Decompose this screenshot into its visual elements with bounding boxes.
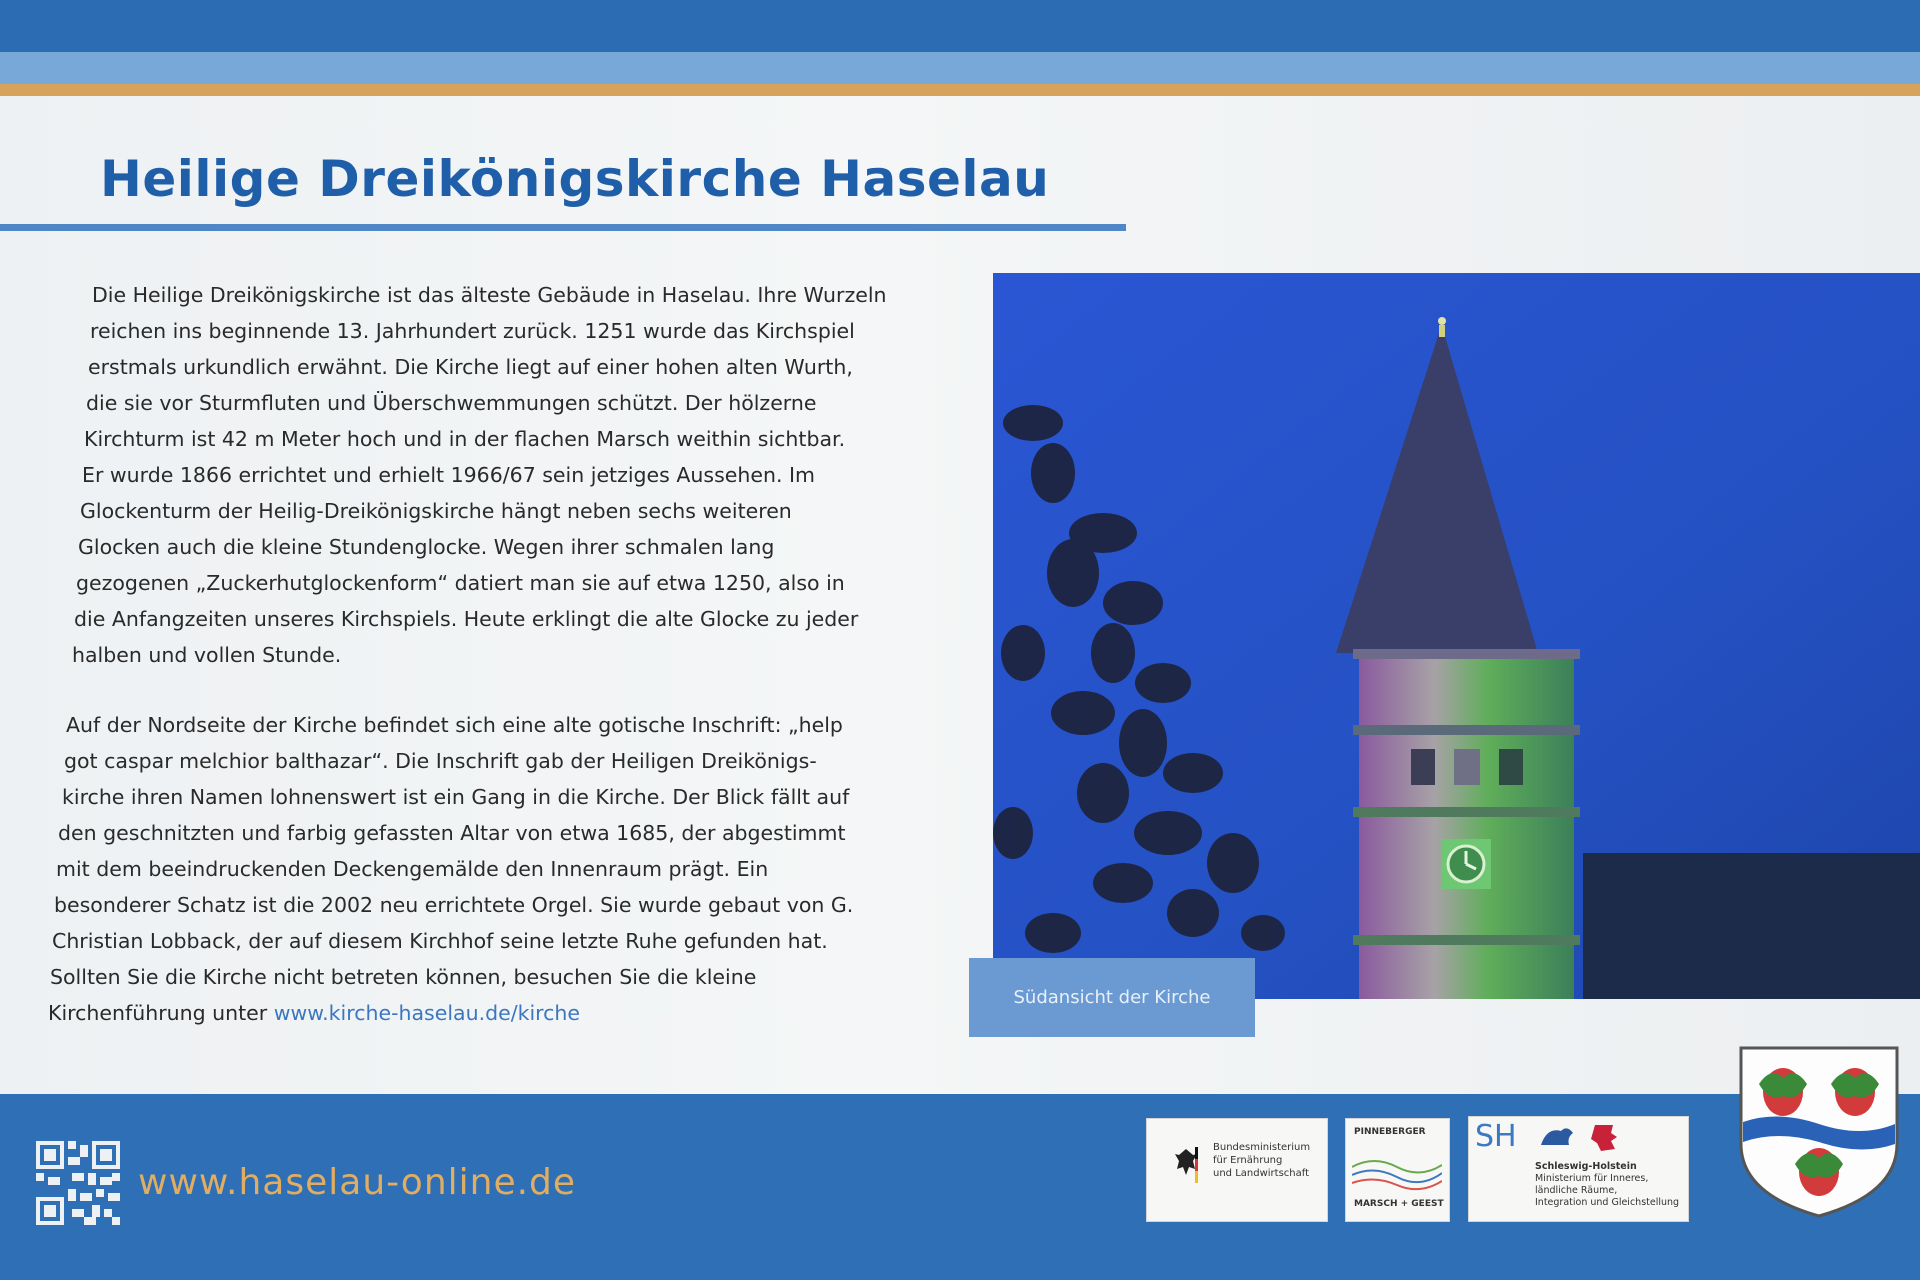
- sh-line: Integration und Gleichstellung: [1535, 1197, 1680, 1208]
- haselau-coat-of-arms: [1737, 1044, 1901, 1220]
- federal-eagle-icon: [1173, 1145, 1199, 1185]
- marsch-geest-wave-icon: [1352, 1147, 1442, 1193]
- church-tower-illustration: [993, 273, 1920, 999]
- text-line: Die Heilige Dreikönigskirche ist das älteste Gebäude in Haselau. Ihre Wurzeln: [92, 283, 887, 307]
- text-line: kirche ihren Namen lohnenswert ist ein Gang in die Kirche. Der Blick fällt auf: [62, 785, 850, 809]
- top-light-stripe: [0, 52, 1920, 84]
- sh-mark: SH: [1475, 1119, 1517, 1154]
- text-line: besonderer Schatz ist die 2002 neu errichtete Orgel. Sie wurde gebaut von G.: [54, 893, 854, 917]
- text-line: Glocken auch die kleine Stundenglocke. Wegen ihrer schmalen lang: [78, 535, 775, 559]
- text-line: die Anfangzeiten unseres Kirchspiels. Heute erklingt die alte Glocke zu jeder: [74, 607, 859, 631]
- church-website-link[interactable]: www.kirche-haselau.de/kirche: [273, 1001, 581, 1025]
- sh-line: Ministerium für Inneres,: [1535, 1173, 1649, 1184]
- text-line: halben und vollen Stunde.: [72, 643, 342, 667]
- pinneberger-top-label: PINNEBERGER: [1354, 1127, 1426, 1137]
- text-line: die sie vor Sturmfluten und Überschwemmungen schützt. Der hölzerne: [86, 391, 817, 415]
- logo-schleswig-holstein: [1468, 1116, 1689, 1222]
- photo-caption: Südansicht der Kirche: [1013, 987, 1211, 1008]
- bmel-line: für Ernährung: [1213, 1155, 1283, 1166]
- text-line: Er wurde 1866 errichtet und erhielt 1966/67 sein jetziges Aussehen. Im: [82, 463, 816, 487]
- text-line: Sollten Sie die Kirche nicht betreten können, besuchen Sie die kleine: [50, 965, 757, 989]
- text-line: Glockenturm der Heilig-Dreikönigskirche hängt neben sechs weiteren: [80, 499, 792, 523]
- title-underline: [0, 224, 1126, 231]
- top-orange-stripe: [0, 84, 1920, 96]
- text-line-with-link: [48, 995, 853, 1031]
- bmel-line: Bundesministerium: [1213, 1142, 1311, 1153]
- text-line: Christian Lobback, der auf diesem Kirchhof seine letzte Ruhe gefunden hat.: [52, 929, 828, 953]
- church-photo: [993, 273, 1920, 999]
- sign-title: Heilige Dreikönigskirche Haselau: [100, 150, 1050, 208]
- text-line: got caspar melchior balthazar“. Die Inschrift gab der Heiligen Dreikönigs-: [64, 749, 817, 773]
- text-line: Kirchturm ist 42 m Meter hoch und in der flachen Marsch weithin sichtbar.: [84, 427, 846, 451]
- text-line: mit dem beeindruckenden Deckengemälde den Innenraum prägt. Ein: [56, 857, 769, 881]
- top-band: [0, 0, 1920, 52]
- pinneberger-bottom-label: MARSCH + GEEST: [1354, 1199, 1444, 1209]
- bmel-line: und Landwirtschaft: [1213, 1168, 1310, 1179]
- sh-line: Schleswig-Holstein: [1535, 1161, 1637, 1172]
- text-line: Auf der Nordseite der Kirche befindet sich eine alte gotische Inschrift: „help: [66, 713, 843, 737]
- paragraph-history: [72, 277, 887, 673]
- paragraph-inscription: [48, 707, 853, 1031]
- sh-line: ländliche Räume,: [1535, 1185, 1618, 1196]
- logo-pinneberger: [1345, 1118, 1450, 1222]
- sh-lions-nettle-icon: [1537, 1121, 1627, 1155]
- text-line: erstmals urkundlich erwähnt. Die Kirche liegt auf einer hohen alten Wurth,: [88, 355, 853, 379]
- text-segment: Kirchenführung unter: [48, 1001, 274, 1025]
- text-line: reichen ins beginnende 13. Jahrhundert zurück. 1251 wurde das Kirchspiel: [90, 319, 855, 343]
- website-url[interactable]: www.haselau-online.de: [138, 1162, 577, 1203]
- text-line: den geschnitzten und farbig gefassten Altar von etwa 1685, der abgestimmt: [58, 821, 846, 845]
- qr-code[interactable]: [36, 1141, 120, 1225]
- text-line: gezogenen „Zuckerhutglockenform“ datiert man sie auf etwa 1250, also in: [76, 571, 845, 595]
- logo-bmel: [1146, 1118, 1328, 1222]
- photo-caption-box: [969, 958, 1255, 1037]
